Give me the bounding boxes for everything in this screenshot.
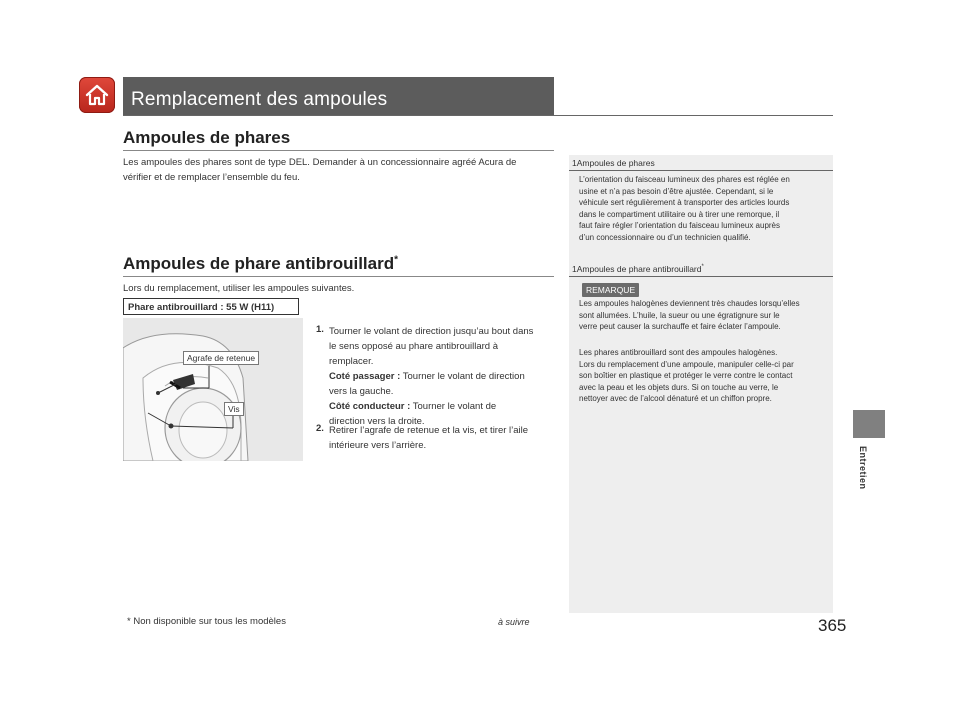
- footer-note: * Non disponible sur tous les modèles: [127, 616, 286, 627]
- note-divider: [569, 276, 833, 277]
- note-fog-heading: 1Ampoules de phare antibrouillard*: [572, 264, 704, 274]
- step-2: 2. Retirer l’agrafe de retenue et la vis, et tirer l’aile intérieure vers l’arrière.: [316, 423, 529, 451]
- section-heading-headlights: Ampoules de phares: [123, 128, 291, 147]
- section-divider: [123, 150, 554, 151]
- step-1: 1. Tourner le volant de direction jusqu’au bout dans le sens opposé au phare antibrouillard à remplacer. Coté passager : Tourner le volant de direction vers la gauche. Côté conducteur : Tourner le volant de direction vers la droite.: [316, 324, 534, 427]
- page-title: Remplacement des ampoules: [131, 89, 388, 110]
- section-heading-fog: Ampoules de phare antibrouillard*: [123, 254, 399, 273]
- title-divider: [123, 115, 833, 116]
- headlight-text: Les ampoules des phares sont de type DEL. Demander à un concessionnaire agréé Acura de vérifier et de remplacer l’ensemble du feu.: [123, 157, 517, 183]
- home-button[interactable]: [79, 77, 115, 113]
- fog-intro: Lors du remplacement, utiliser les ampoules suivantes.: [123, 283, 355, 294]
- fog-light-figure: [123, 318, 303, 461]
- page-title-bar: [123, 77, 554, 115]
- note-headlight-text: L’orientation du faisceau lumineux des phares est réglée en usine et n’a pas besoin d’être ajustée. Cependant, si le véhicule sert régulièrement à transporter des articles lourds dans le compartiment utilitaire ou à tirer une remorque, il faut faire régler l’orientation du faisceau lumineux auprès d’un concessionnaire ou d’un technicien qualifié.: [579, 175, 790, 242]
- continue-label: à suivre: [498, 617, 530, 627]
- note-divider: [569, 170, 833, 171]
- home-icon: [84, 83, 110, 107]
- note-fog-warning: Les ampoules halogènes deviennent très chaudes lorsqu’elles sont allumées. L’huile, la sueur ou une égratignure sur le verre peut causer la surchauffe et faire éclater l’ampoule.: [579, 299, 800, 331]
- page-number: 365: [818, 616, 847, 635]
- note-headlight-heading: 1Ampoules de phares: [572, 158, 655, 168]
- bulb-spec-label: Phare antibrouillard : 55 W (H11): [123, 298, 299, 315]
- section-divider: [123, 276, 554, 277]
- wheel-well-illustration: [123, 318, 303, 461]
- chapter-tab-marker: [853, 410, 885, 438]
- note-fog-text: Les phares antibrouillard sont des ampoules halogènes. Lors du remplacement d’une ampoule, manipuler celle-ci par son boîtier en plastique et protéger le verre contre le contact avec la peau et les objets durs. Si on touche au verre, le nettoyer avec de l’alcool dénaturé et un chiffon propre.: [579, 348, 794, 403]
- remarque-badge: REMARQUE: [582, 283, 639, 297]
- callout-retaining-clip: Agrafe de retenue: [183, 351, 259, 365]
- callout-screw: Vis: [224, 402, 244, 416]
- chapter-tab-label: Entretien: [858, 446, 868, 490]
